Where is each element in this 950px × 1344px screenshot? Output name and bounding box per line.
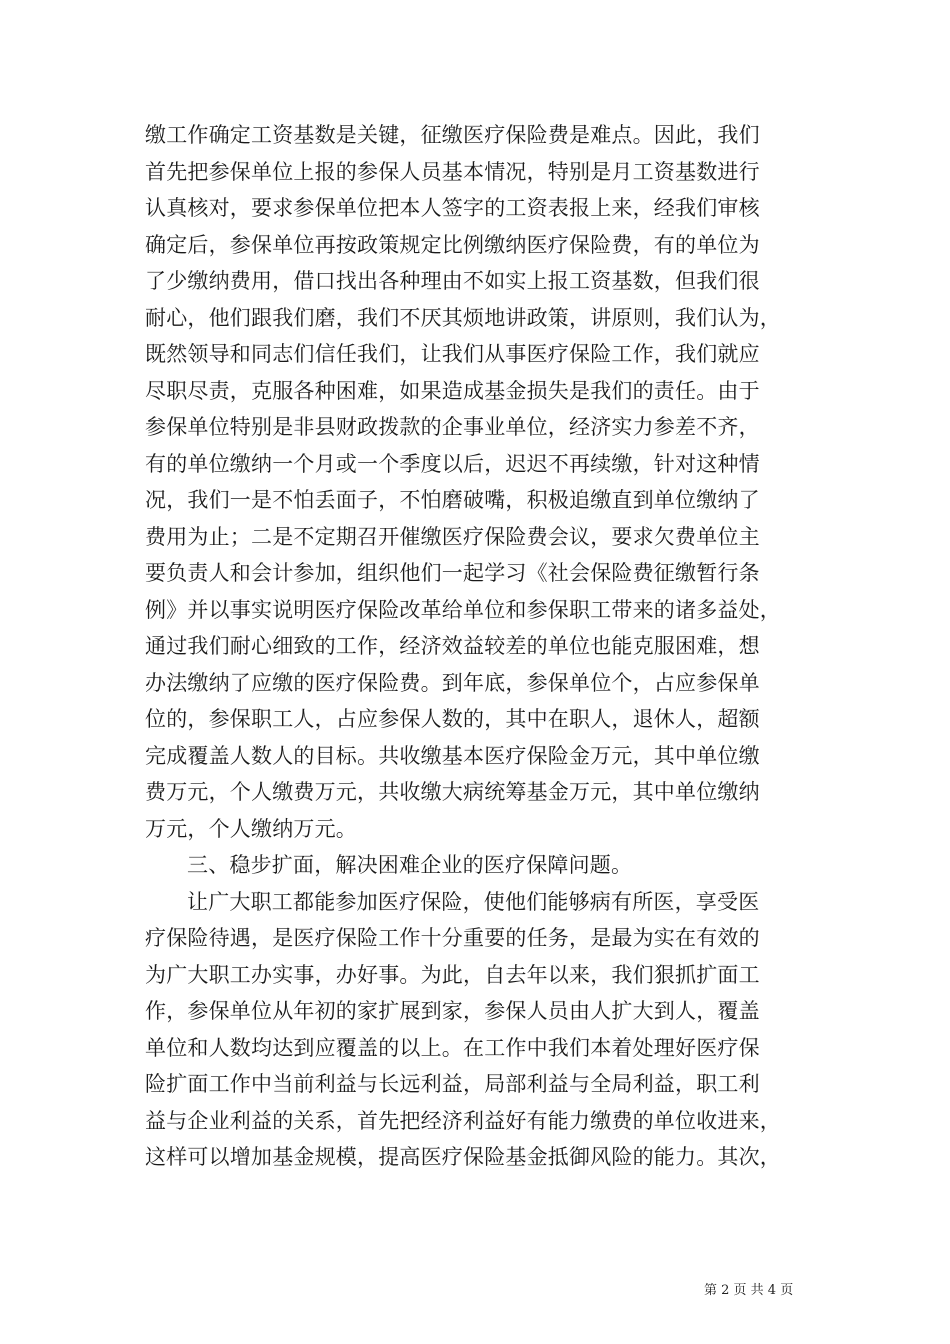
text-line: 万元，个人缴纳万元。 xyxy=(145,816,357,841)
document-body xyxy=(145,117,825,1176)
text-line: 既然领导和同志们信任我们，让我们从事医疗保险工作，我们就应 xyxy=(145,342,760,366)
text-line: 有的单位缴纳一个月或一个季度以后，迟迟不再续缴，针对这种情 xyxy=(145,451,760,476)
text-line: 办法缴纳了应缴的医疗保险费。到年底，参保单位个，占应参保单 xyxy=(145,670,760,695)
text-line: 益与企业利益的关系，首先把经济利益好有能力缴费的单位收进来， xyxy=(145,1108,781,1133)
text-line: 确定后，参保单位再按政策规定比例缴纳医疗保险费，有的单位为 xyxy=(145,232,760,257)
text-line: 险扩面工作中当前利益与长远利益，局部利益与全局利益，职工利 xyxy=(145,1072,760,1096)
text-line: 认真核对，要求参保单位把本人签字的工资表报上来，经我们审核 xyxy=(145,196,760,220)
text-line: 费用为止；二是不定期召开催缴医疗保险费会议，要求欠费单位主 xyxy=(145,524,760,549)
text-line: 了少缴纳费用，借口找出各种理由不如实上报工资基数，但我们很 xyxy=(145,269,760,293)
text-line: 费万元，个人缴费万元，共收缴大病统筹基金万元，其中单位缴纳 xyxy=(145,780,760,804)
text-line: 例》并以事实说明医疗保险改革给单位和参保职工带来的诸多益处， xyxy=(145,597,781,622)
text-line: 尽职尽责，克服各种困难，如果造成基金损失是我们的责任。由于 xyxy=(145,378,760,403)
text-line: 单位和人数均达到应覆盖的以上。在工作中我们本着处理好医疗保 xyxy=(145,1035,760,1060)
text-line: 让广大职工都能参加医疗保险，使他们能够病有所医，享受医 xyxy=(187,889,760,914)
text-line: 通过我们耐心细致的工作，经济效益较差的单位也能克服困难，想 xyxy=(145,634,760,658)
text-line: 为广大职工办实事，办好事。为此，自去年以来，我们狠抓扩面工 xyxy=(145,962,760,987)
text-line: 首先把参保单位上报的参保人员基本情况，特别是月工资基数进行 xyxy=(145,159,760,184)
text-line: 作，参保单位从年初的家扩展到家，参保人员由人扩大到人，覆盖 xyxy=(145,999,760,1023)
section-heading: 三、稳步扩面，解决困难企业的医疗保障问题。 xyxy=(187,853,633,877)
text-line: 参保单位特别是非县财政拨款的企事业单位，经济实力参差不齐， xyxy=(145,415,760,439)
text-line: 这样可以增加基金规模，提高医疗保险基金抵御风险的能力。其次， xyxy=(145,1145,781,1169)
text-line: 疗保险待遇，是医疗保险工作十分重要的任务，是最为实在有效的 xyxy=(145,926,760,950)
text-line: 耐心，他们跟我们磨，我们不厌其烦地讲政策，讲原则，我们认为， xyxy=(145,305,781,330)
text-line: 位的，参保职工人，占应参保人数的，其中在职人，退休人，超额 xyxy=(145,707,760,731)
text-line: 缴工作确定工资基数是关键，征缴医疗保险费是难点。因此，我们 xyxy=(145,123,760,147)
text-line: 况，我们一是不怕丢面子，不怕磨破嘴，积极追缴直到单位缴纳了 xyxy=(145,488,760,512)
text-line: 完成覆盖人数人的目标。共收缴基本医疗保险金万元，其中单位缴 xyxy=(145,743,760,768)
text-line: 要负责人和会计参加，组织他们一起学习《社会保险费征缴暂行条 xyxy=(145,561,760,585)
page-number-footer: 第 2 页 共 4 页 xyxy=(704,1283,794,1298)
